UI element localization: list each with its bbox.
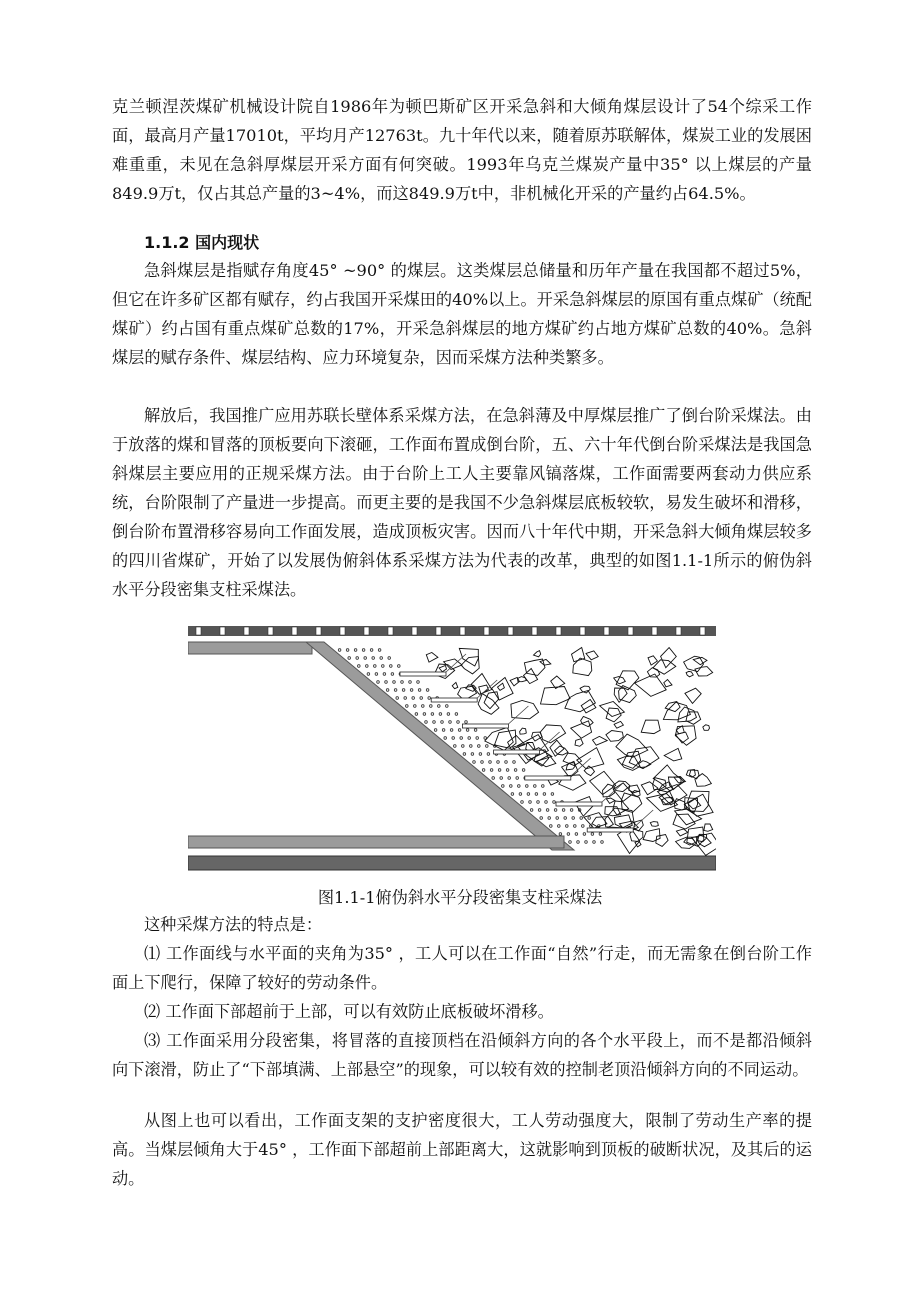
paragraph-features-intro: 这种采煤方法的特点是： bbox=[144, 915, 323, 934]
paragraph-ukraine-overview: 克兰顿涅茨煤矿机械设计院自1986年为顿巴斯矿区开采急斜和大倾角煤层设计了54个综采工作面，最高月产量17010t，平均月产12763t。九十年代以来，随着原苏联解体，煤炭工业的发展困难重重，未见在急斜厚煤层开采方面有何突破。1993年乌克兰煤炭产量中35° 以上煤层的产量849.9万t，仅占其总产量的3~4%，而这849.9万t中，非机械化开采的产量约占64.5%。 bbox=[112, 97, 812, 203]
section-heading-domestic-status: 1.1.2 国内现状 bbox=[144, 233, 260, 252]
mining-method-diagram bbox=[188, 620, 716, 882]
top-roadway-rail bbox=[188, 626, 716, 636]
prop-dots bbox=[338, 649, 603, 844]
list-item-feature-3: ⑶ 工作面采用分段密集，将冒落的直接顶档在沿倾斜方向的各个水平段上，而不是都沿倾斜向下滚滑，防止了“下部填满、上部悬空”的现象，可以较有效的控制老顶沿倾斜方向的不同运动。 bbox=[112, 1031, 812, 1079]
paragraph-steep-seam-definition: 急斜煤层是指赋存角度45° ~90° 的煤层。这类煤层总储量和历年产量在我国都不超过5%，但它在许多矿区都有赋存，约占我国开采煤田的40%以上。开采急斜煤层的原国有重点煤矿（统配煤矿）约占国有重点煤矿总数的17%，开采急斜煤层的地方煤矿约占地方煤矿总数的40%。急斜煤层的赋存条件、煤层结构、应力环境复杂，因而采煤方法种类繁多。 bbox=[112, 261, 812, 367]
caved-rock-rubble bbox=[426, 648, 716, 856]
upper-roadway bbox=[188, 642, 312, 654]
figure-caption: 图1.1-1俯伪斜水平分段密集支柱采煤法 bbox=[317, 888, 603, 907]
paragraph-conclusion: 从图上也可以看出，工作面支架的支护密度很大，工人劳动强度大，限制了劳动生产率的提高。当煤层倾角大于45° ，工作面下部超前上部距离大，这就影响到顶板的破断状况，及其后的运动。 bbox=[112, 1111, 812, 1188]
list-item-feature-1: ⑴ 工作面线与水平面的夹角为35° ，工人可以在工作面“自然”行走，而无需象在倒台阶工作面上下爬行，保障了较好的劳动条件。 bbox=[112, 944, 812, 992]
bottom-rail bbox=[188, 856, 716, 870]
paragraph-history-reform: 解放后，我国推广应用苏联长壁体系采煤方法，在急斜薄及中厚煤层推广了倒台阶采煤法。由于放落的煤和冒落的顶板要向下滚砸，工作面布置成倒台阶，五、六十年代倒台阶采煤法是我国急斜煤层主要应用的正规采煤方法。由于台阶上工人主要靠风镐落煤，工作面需要两套动力供应系统，台阶限制了产量进一步提高。而更主要的是我国不少急斜煤层底板较软，易发生破坏和滑移，倒台阶布置滑移容易向工作面发展，造成顶板灾害。因而八十年代中期，开采急斜大倾角煤层较多的四川省煤矿，开始了以发展伪俯斜体系采煤方法为代表的改革，典型的如图1.1-1所示的俯伪斜水平分段密集支柱采煤法。 bbox=[112, 406, 812, 599]
lower-roadway bbox=[188, 836, 564, 848]
list-item-feature-2: ⑵ 工作面下部超前于上部，可以有效防止底板破坏滑移。 bbox=[144, 1002, 554, 1021]
